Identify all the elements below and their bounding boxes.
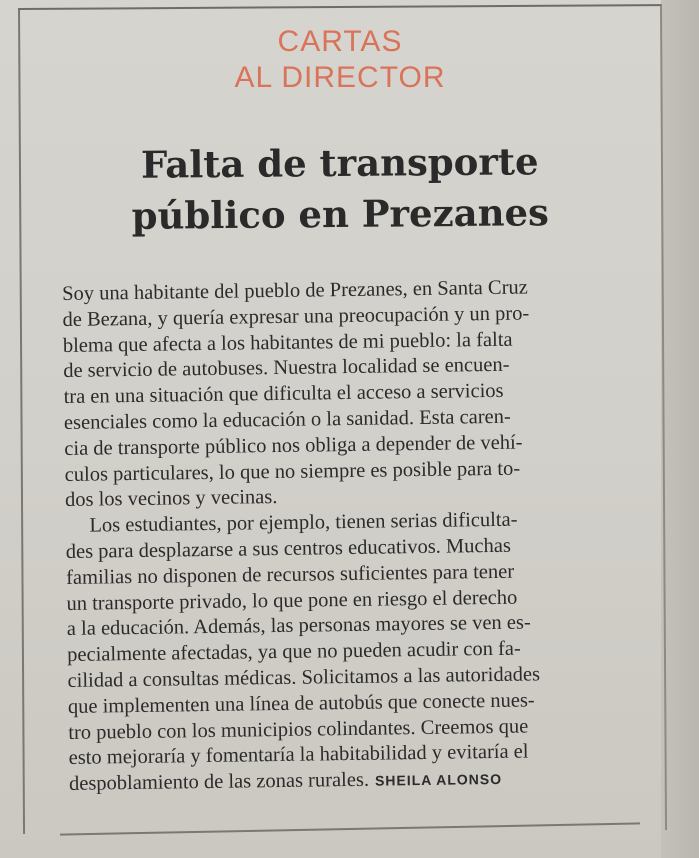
headline-line-1: Falta de transporte [140,139,539,187]
section-kicker [190,24,490,96]
body-line: tro pueblo con los municipios colindantes. Creemos que [68,715,529,744]
body-line: Soy una habitante del pueblo de Prezanes, en Santa Cruz [62,276,528,305]
body-line: dos los vecinos y vecinas. [64,486,278,512]
body-line: pecialmente afectadas, ya que no pueden acudir con fa- [67,637,521,667]
author-signature: SHEILA ALONSO [374,771,503,789]
body-line: Los estudiantes, por ejemplo, tienen serias dificulta- [89,508,518,537]
body-line: a la educación. Además, las personas mayores se ven es- [66,611,531,641]
body-line: un transporte privado, lo que pone en riesgo el derecho [66,586,518,615]
body-line: familias no disponen de recursos suficientes para tener [65,560,515,589]
body-line: esto mejoraría y fomentaría la habitabilidad y evitaría el [68,740,529,770]
body-line: cilidad a consultas médicas. Solicitamos a las autoridades [67,663,541,692]
section-line-2: AL DIRECTOR [234,61,446,94]
body-line: que implementen una línea de autobús que conecte nues- [67,689,535,718]
headline-line-2: público en Prezanes [131,190,550,238]
section-line-1: CARTAS [277,25,403,58]
adjacent-page-edge [661,0,699,858]
body-line: de servicio de autobuses. Nuestra localidad se encuen- [63,354,510,383]
body-last-text: despoblamiento de las zonas rurales. [68,768,370,796]
body-line: cia de transporte público nos obliga a depender de vehí- [64,431,523,460]
body-line: de Bezana, y quería expresar una preocupación y un pro- [62,302,530,331]
body-line: tra en una situación que dificulta el acceso a servicios [63,380,504,409]
body-line: culos particulares, lo que no siempre es posible para to- [64,457,521,486]
body-line: blema que afecta a los habitantes de mi pueblo: la falta [62,328,513,357]
article-headline [60,136,621,243]
body-line: esenciales como la educación o la sanidad. Esta caren- [63,405,511,434]
article-body [62,274,649,799]
body-line: des para desplazarse a sus centros educativos. Muchas [65,534,512,563]
